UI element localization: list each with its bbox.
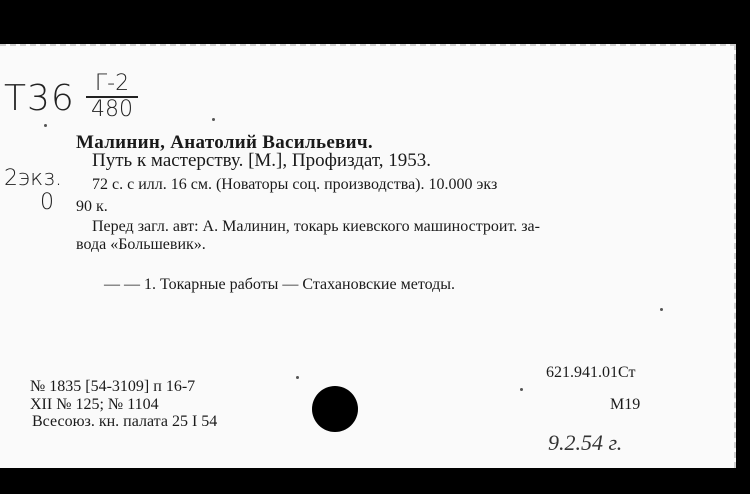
catalog-card (0, 44, 736, 468)
speck (44, 124, 47, 127)
collation-line: 72 с. с илл. 16 см. (Новаторы соц. производства). 10.000 экз (92, 176, 498, 193)
copies-note: 2экз. (4, 166, 63, 191)
title-note-line-2: вода «Большевик». (76, 236, 206, 253)
copies-note-mark: 0 (40, 190, 54, 215)
title-note-line-1: Перед загл. авт: А. Малинин, токарь киевского машиностроит. за- (92, 218, 540, 235)
speck (296, 376, 299, 379)
cutter-number: M19 (610, 396, 641, 413)
speck (520, 388, 523, 391)
title-note (76, 218, 652, 254)
shelf-fraction-top: Г-2 (86, 72, 138, 98)
registry-line-3: Всесоюз. кн. палата 25 I 54 (32, 413, 218, 430)
shelf-mark: Т36 (4, 78, 75, 119)
registry-line-1: № 1835 [54-3109] п 16-7 (30, 378, 196, 395)
subject-heading: — — 1. Токарные работы — Стахановские методы. (104, 276, 456, 293)
registry-line-2: XII № 125; № 1104 (30, 396, 159, 413)
speck (660, 308, 663, 311)
speck (212, 118, 215, 121)
handwritten-date: 9.2.54 г. (548, 430, 623, 455)
punch-hole (312, 386, 358, 432)
udc-number: 621.941.01Ст (546, 364, 636, 381)
shelf-fraction-bottom: 480 (91, 97, 133, 122)
title-line: Путь к мастерству. [М.], Профиздат, 1953. (92, 150, 431, 171)
author-heading: Малинин, Анатолий Васильевич. (76, 132, 373, 153)
shelf-fraction (86, 72, 138, 122)
price-line: 90 к. (76, 198, 108, 215)
